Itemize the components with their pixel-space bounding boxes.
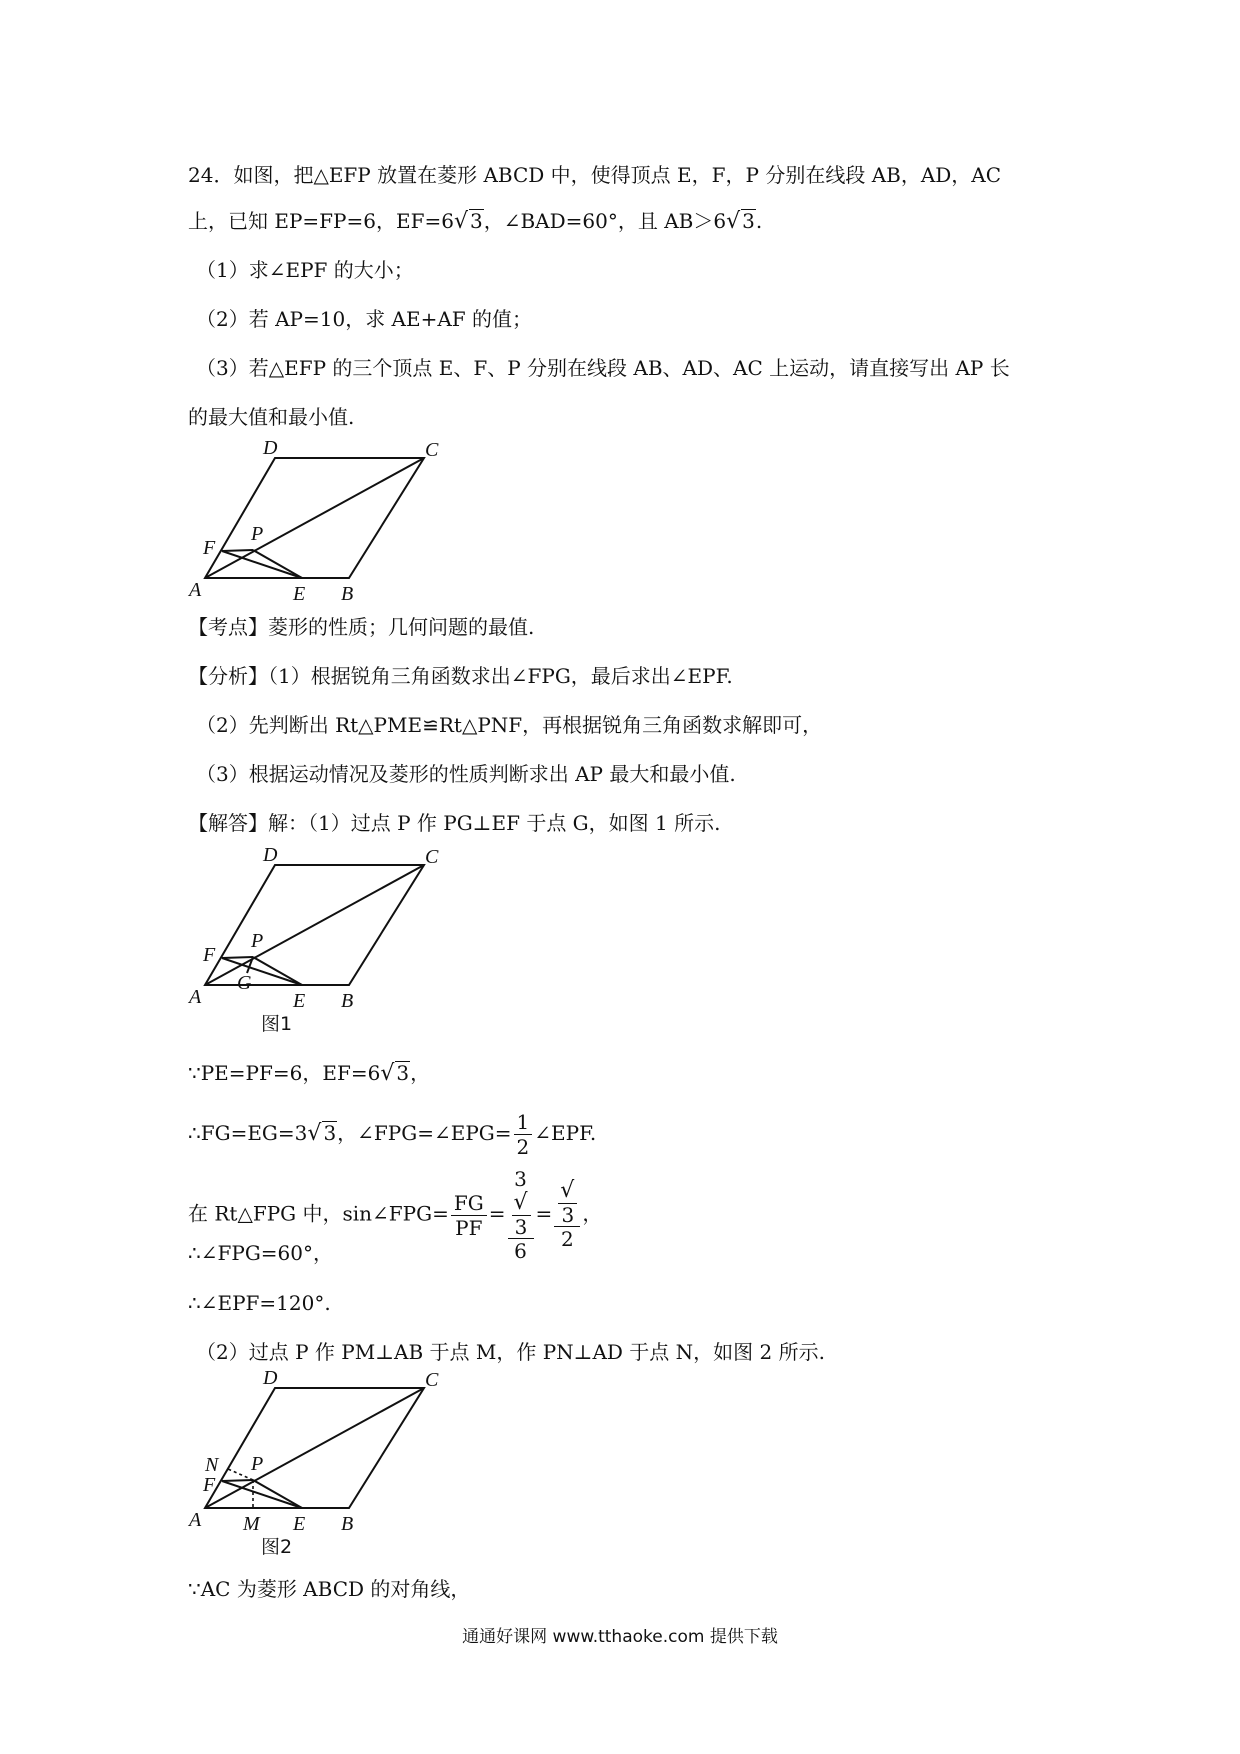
solution-step-5: ∴∠EPF=120°. <box>188 1291 331 1315</box>
figure-rhombus <box>185 438 455 608</box>
kaodian: 【考点】菱形的性质；几何问题的最值. <box>188 615 535 639</box>
label-a: A <box>189 1509 202 1531</box>
figure-1 <box>185 845 455 1040</box>
question-3-line-1: （3）若△EFP 的三个顶点 E、F、P 分别在线段 AB、AD、AC 上运动，请直接写出 AP 长 <box>196 356 1010 380</box>
question-3-line-2: 的最大值和最小值. <box>188 405 355 429</box>
label-n: N <box>205 1454 219 1476</box>
label-d: D <box>263 438 278 459</box>
solution-intro: 【解答】解：（1）过点 P 作 PG⊥EF 于点 G，如图 1 所示. <box>188 811 721 835</box>
segment-fp <box>222 550 253 551</box>
label-p: P <box>251 523 264 545</box>
caption-fig1: 图1 <box>261 1013 293 1035</box>
fraction-root3-2: √ 3 2 <box>554 1179 580 1251</box>
label-b: B <box>341 1513 354 1535</box>
label-a: A <box>189 986 202 1008</box>
label-f: F <box>203 944 216 966</box>
solution-step-3: 在 Rt△FPG 中，sin∠FPG= $\frac{FG}{PF}$ = 3 √ 3 6 = √ 3 2 ， <box>188 1167 603 1263</box>
label-b: B <box>341 583 354 605</box>
solution-part-2-line-2: ∵AC 为菱形 ABCD 的对角线， <box>188 1577 471 1601</box>
diagonal-ac <box>205 458 424 578</box>
label-a: A <box>189 579 202 601</box>
label-p: P <box>251 1453 264 1475</box>
solution-step-2: ∴FG=EG=3√ 3，∠FPG=∠EPG= $\frac{1}{2}$ ∠EPF. <box>188 1110 597 1159</box>
label-f: F <box>203 1474 216 1496</box>
fraction-fg-pf: $\frac{FG}{PF}$ <box>451 1191 487 1240</box>
figure-2 <box>185 1368 455 1563</box>
caption-fig2: 图2 <box>261 1536 293 1558</box>
label-f: F <box>203 537 216 559</box>
problem-line-1: 24．如图，把△EFP 放置在菱形 ABCD 中，使得顶点 E，F，P 分别在线段 AB，AD，AC <box>188 163 1002 187</box>
solution-part-2: （2）过点 P 作 PM⊥AB 于点 M，作 PN⊥AD 于点 N，如图 2 所示. <box>196 1340 825 1364</box>
label-c: C <box>425 846 439 868</box>
fraction-3root3-6: 3 √ 3 6 <box>508 1167 534 1263</box>
solution-step-4: ∴∠FPG=60°， <box>188 1241 333 1265</box>
label-m: M <box>243 1513 260 1535</box>
label-e: E <box>293 1513 306 1535</box>
label-e: E <box>293 583 306 605</box>
fenxi-2: （2）先判断出 Rt△PME≌Rt△PNF，再根据锐角三角函数求解即可， <box>196 713 823 737</box>
label-d: D <box>263 1368 278 1389</box>
label-b: B <box>341 990 354 1012</box>
label-d: D <box>263 845 278 866</box>
question-2: （2）若 AP=10，求 AE+AF 的值； <box>196 307 533 331</box>
fenxi-3: （3）根据运动情况及菱形的性质判断求出 AP 最大和最小值. <box>196 762 736 786</box>
label-c: C <box>425 439 439 461</box>
label-c: C <box>425 1369 439 1391</box>
question-1: （1）求∠EPF 的大小； <box>196 258 414 282</box>
label-g: G <box>237 972 252 994</box>
segment-pn <box>228 1469 253 1480</box>
problem-line-2: 上，已知 EP=FP=6，EF=6√ 3，∠BAD=60°，且 AB＞6√ 3. <box>188 209 763 234</box>
fraction-half: $\frac{1}{2}$ <box>514 1110 533 1159</box>
label-p: P <box>251 930 264 952</box>
solution-step-1: ∵PE=PF=6，EF=6√ 3， <box>188 1061 431 1086</box>
label-e: E <box>293 990 306 1012</box>
fenxi-1: 【分析】（1）根据锐角三角函数求出∠FPG，最后求出∠EPF. <box>188 664 733 688</box>
footer: 通通好课网 www.tthaoke.com 提供下载 <box>462 1627 778 1647</box>
